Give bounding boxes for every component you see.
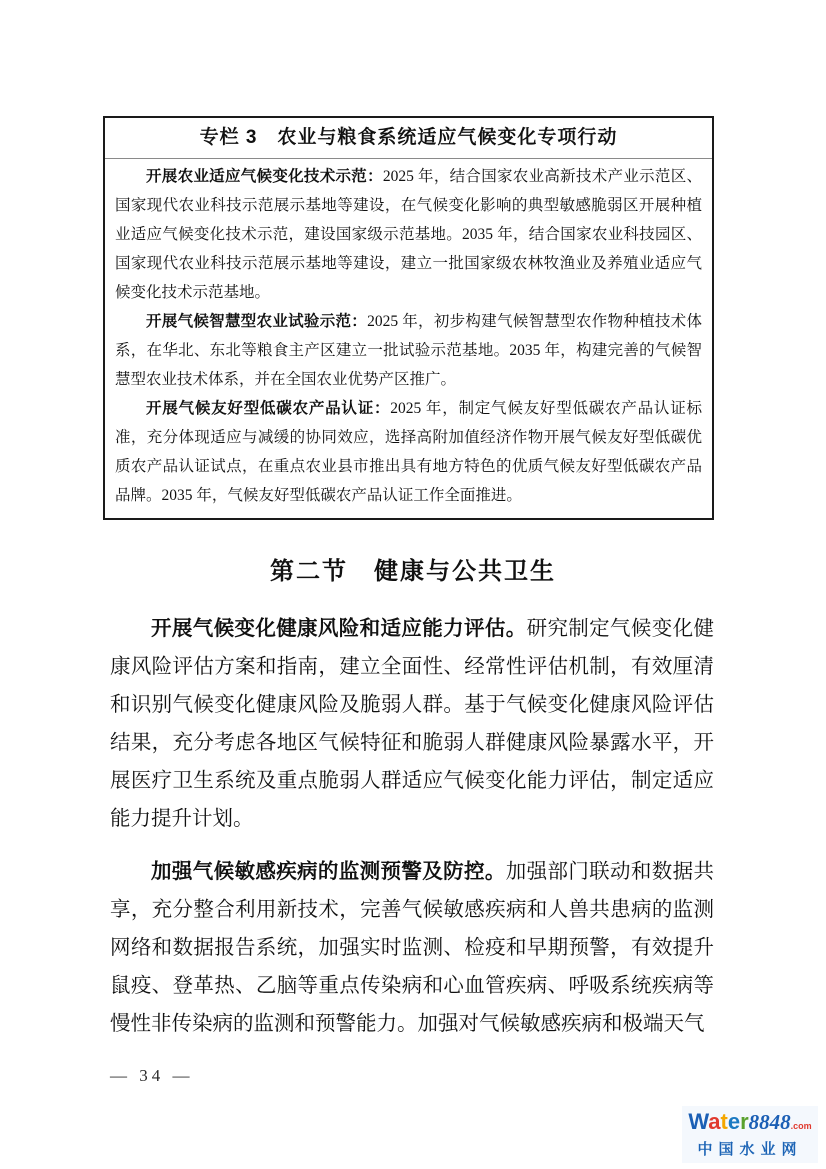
box-paragraph-lead: 开展气候友好型低碳农产品认证： bbox=[146, 400, 391, 417]
special-action-box bbox=[103, 116, 714, 520]
body-paragraph-lead: 开展气候变化健康风险和适应能力评估。 bbox=[151, 617, 527, 640]
body-paragraph-lead: 加强气候敏感疾病的监测预警及防控。 bbox=[151, 860, 506, 883]
body-paragraph bbox=[110, 610, 714, 838]
section-heading: 第二节 健康与公共卫生 bbox=[270, 559, 556, 585]
logo-number: 8848 bbox=[748, 1110, 791, 1134]
box-paragraph bbox=[115, 162, 702, 307]
logo-letter: r bbox=[740, 1109, 749, 1134]
box-paragraph-lead: 开展气候智慧型农业试验示范： bbox=[146, 313, 368, 330]
logo-subtitle: 中国水业网 bbox=[697, 1141, 803, 1158]
main-text bbox=[110, 610, 714, 1043]
page-number: — 34 — bbox=[110, 1066, 194, 1085]
box-body bbox=[105, 159, 712, 518]
logo-letter: W bbox=[688, 1109, 709, 1134]
water8848-logo bbox=[682, 1106, 818, 1163]
box-paragraph-text: 2025 年，制定气候友好型低碳农产品认证标准，充分体现适应与减缓的协同效应，选择高附加值经济作物开展气候友好型低碳优质农产品认证试点，在重点农业县市推出具有地方特色的优质气候友好型低碳农产品品牌。2035 年，气候友好型低碳农产品认证工作全面推进。 bbox=[115, 400, 702, 504]
box-paragraph-text: 2025 年，初步构建气候智慧型农作物种植技术体系，在华北、东北等粮食主产区建立一批试验示范基地。2035 年，构建完善的气候智慧型农业技术体系，并在全国农业优势产区推广。 bbox=[115, 313, 702, 388]
body-paragraph bbox=[110, 853, 714, 1043]
body-paragraph-text: 研究制定气候变化健康风险评估方案和指南，建立全面性、经常性评估机制，有效厘清和识别气候变化健康风险及脆弱人群。基于气候变化健康风险评估结果，充分考虑各地区气候特征和脆弱人群健康风险暴露水平，开展医疗卫生系统及重点脆弱人群适应气候变化能力评估，制定适应能力提升计划。 bbox=[110, 618, 715, 830]
box-paragraph-lead: 开展农业适应气候变化技术示范： bbox=[146, 168, 383, 185]
body-paragraph-text: 加强部门联动和数据共享，充分整合利用新技术，完善气候敏感疾病和人兽共患病的监测网络和数据报告系统，加强实时监测、检疫和早期预警，有效提升鼠疫、登革热、乙脑等重点传染病和心血管疾病、呼吸系统疾病等慢性非传染病的监测和预警能力。加强对气候敏感疾病和极端天气 bbox=[110, 861, 715, 1035]
logo-tld: .com bbox=[790, 1121, 812, 1131]
logo-letter: a bbox=[708, 1109, 721, 1134]
box-paragraph-text: 2025 年，结合国家农业高新技术产业示范区、国家现代农业科技示范展示基地等建设，在气候变化影响的典型敏感脆弱区开展种植业适应气候变化技术示范，建设国家级示范基地。2035 年，结合国家农业科技园区、国家现代农业科技示范展示基地等建设，建立一批国家级农林牧渔业及养殖业适应气候变化技术示范基地。 bbox=[115, 168, 702, 301]
box-paragraph bbox=[115, 394, 702, 510]
logo-wordmark bbox=[684, 1110, 816, 1138]
logo-letter: t bbox=[720, 1109, 728, 1134]
box-title: 专栏 3 农业与粮食系统适应气候变化专项行动 bbox=[105, 118, 712, 159]
logo-letter: e bbox=[727, 1109, 741, 1134]
box-paragraph bbox=[115, 307, 702, 394]
